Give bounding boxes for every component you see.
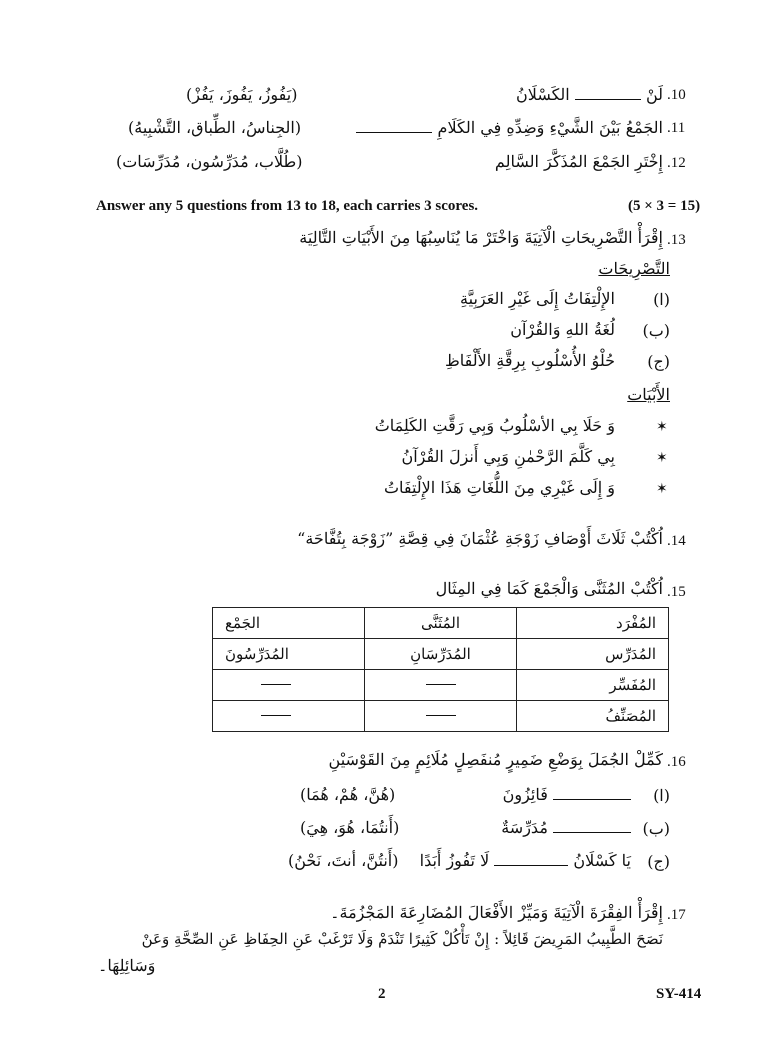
cell-plural-blank — [213, 701, 365, 732]
question-number-15: .15 — [667, 584, 686, 600]
answer-blank-16b — [553, 832, 631, 833]
question-number-12: .12 — [667, 155, 686, 171]
blank-dash — [261, 715, 291, 716]
question-10-lead: لَنْ — [645, 85, 663, 104]
cell-plural: المُدَرِّسُونَ — [213, 639, 365, 670]
item-a-sentence — [503, 785, 631, 804]
verse-star-icon: ✶ — [656, 419, 668, 435]
question-13-text: إِقْرَأْ التَّصْرِيحَاتِ الْآتِيَةَ وَاخْتَرْ مَا يُنَاسِبُهَا مِنَ الأَبْيَاتِ التَّالِيَة — [299, 228, 663, 247]
answer-blank-16a — [553, 799, 631, 800]
cell-dual-blank — [365, 670, 517, 701]
question-10-text — [516, 85, 663, 104]
table-row — [213, 701, 669, 732]
item-a-word: فَائِزُونَ — [502, 785, 548, 804]
passage-line-2: وَسَائِلِهَا۔ — [98, 956, 156, 975]
question-11-options: (الجِناسُ، الطِّباق، التَّشْبِيهُ) — [128, 118, 302, 137]
question-number-11: .11 — [667, 120, 686, 136]
question-17-text: إِقْرَأْ الفِقْرَةَ الْآتِيَةَ وَمَيِّزْ الأَفْعَالَ المُضَارِعَةَ المَجْزُمَةَ۔ — [330, 903, 663, 922]
item-b-word: مُدَرِّسَةٌ — [501, 818, 548, 837]
cell-singular: المُفَسِّر — [517, 670, 669, 701]
question-14-text: اُكْتُبْ ثَلَاثَ أَوْصَافِ زَوْجَةِ عُثْمَانَ فِي قِصَّةِ ”زَوْجَة بِتُفَّاحَة“ — [297, 529, 663, 548]
page-number: 2 — [378, 986, 386, 1002]
question-number-14: .14 — [667, 533, 686, 549]
paper-code: SY-414 — [656, 986, 702, 1002]
statements-heading: التَّصْرِيحَات — [598, 259, 670, 278]
question-number-13: .13 — [667, 232, 686, 248]
section-instruction: Answer any 5 questions from 13 to 18, each carries 3 scores. — [96, 198, 479, 214]
statement-label-b: (ب) — [642, 321, 670, 340]
verse-3: وَ إِلَى غَيْرِي مِنَ اللُّغَاتِ هَذَا الإِلْتِفَاتُ — [383, 478, 615, 497]
question-12-text: إِخْتَرِ الجَمْعَ المُذَكَّرَ السَّالِم — [494, 152, 663, 171]
item-label-b: (ب) — [642, 819, 670, 838]
answer-blank-16c — [494, 865, 568, 866]
item-b-sentence — [501, 818, 631, 837]
table-row — [213, 670, 669, 701]
item-label-a: (ا) — [653, 786, 670, 805]
cell-dual-blank — [365, 701, 517, 732]
verse-star-icon: ✶ — [656, 450, 668, 466]
blank-dash — [426, 715, 456, 716]
item-c-lead: يَا كَسْلَانُ — [573, 851, 631, 870]
item-b-options: (أَنتُمَا، هُوَ، هِيَ) — [300, 818, 400, 837]
question-10-word: الكَسْلَانُ — [516, 85, 570, 104]
question-15-text: اُكْتُبْ المُثَنَّى وَالْجَمْعَ كَمَا فِي المِثَال — [435, 579, 663, 598]
item-a-options: (هُنَّ، هُمْ، هُمَا) — [300, 785, 396, 804]
blank-dash — [261, 684, 291, 685]
cell-dual: المُدَرِّسَانِ — [365, 639, 517, 670]
question-12-options: (طُلَّاب، مُدَرِّسُون، مُدَرِّسَات) — [116, 152, 303, 171]
verse-1: وَ حَلَا بِي الأسْلُوبُ وَبِي رَقَّتِ الكَلِمَاتُ — [374, 416, 615, 435]
statement-text-a: الإِلْتِفَاتُ إِلَى غَيْرِ العَرَبِيَّةِ — [460, 289, 615, 308]
answer-blank-11 — [356, 132, 432, 133]
blank-dash — [426, 684, 456, 685]
cell-singular: المُصَنِّفُ — [517, 701, 669, 732]
statement-label-c: (ج) — [647, 352, 670, 371]
statement-text-b: لُغَةُ اللهِ وَالقُرْآن — [510, 320, 615, 339]
cell-plural-blank — [213, 670, 365, 701]
question-11-lead: الجَمْعُ بَيْنَ الشَّيْءِ وَضِدِّهِ فِي الكَلَامِ — [437, 118, 663, 137]
question-number-16: .16 — [667, 754, 686, 770]
verse-star-icon: ✶ — [656, 481, 668, 497]
statement-label-a: (ا) — [653, 290, 670, 309]
verse-2: بِي كَلَّمَ الرَّحْمٰنِ وَبِي أَنزلَ القُرْآنُ — [401, 447, 615, 466]
question-16-text: كَمِّلْ الجُمَلَ بِوَضْعِ ضَمِيرٍ مُنفَصِلٍ مُلَائِمٍ مِنَ القَوْسَيْنِ — [328, 750, 663, 769]
cell-singular: المُدَرِّس — [517, 639, 669, 670]
header-plural: الجَمْع — [213, 608, 365, 639]
question-11-text — [356, 118, 663, 137]
question-number-10: .10 — [667, 87, 686, 103]
section-marks: (5 × 3 = 15) — [628, 198, 701, 214]
table-header-row — [213, 608, 669, 639]
answer-blank-10 — [575, 99, 641, 100]
question-number-17: .17 — [667, 907, 686, 923]
item-c-word: لَا تَفُوزُ أَبَدًا — [419, 851, 490, 870]
item-label-c: (ج) — [647, 852, 670, 871]
question-10-options: (يَفُوزُ، يَفُوزَ، يَفُزْ) — [186, 85, 298, 104]
header-singular: المُفْرَد — [517, 608, 669, 639]
singular-dual-plural-table — [212, 607, 669, 732]
item-c-sentence — [420, 851, 631, 870]
verses-heading: الأَبْيَات — [627, 385, 670, 404]
passage-line-1: نَصَحَ الطَّبِيبُ المَرِيضَ قَائِلاً : إِنْ تَأْكُلْ كَثِيرًا تَنْدَمْ وَلَا تَرْغَبْ عَنِ الحِفَاظِ عَنِ الصِّحَّةِ وَعَنْ — [141, 930, 663, 948]
table-row — [213, 639, 669, 670]
header-dual: المُثَنَّى — [365, 608, 517, 639]
item-c-options: (أَنتُنَّ، أنتَ، نَحْنُ) — [288, 851, 399, 870]
statement-text-c: حُلْوُ الأُسْلُوبِ بِرِقَّةِ الأَلْفَاظِ — [444, 351, 615, 370]
